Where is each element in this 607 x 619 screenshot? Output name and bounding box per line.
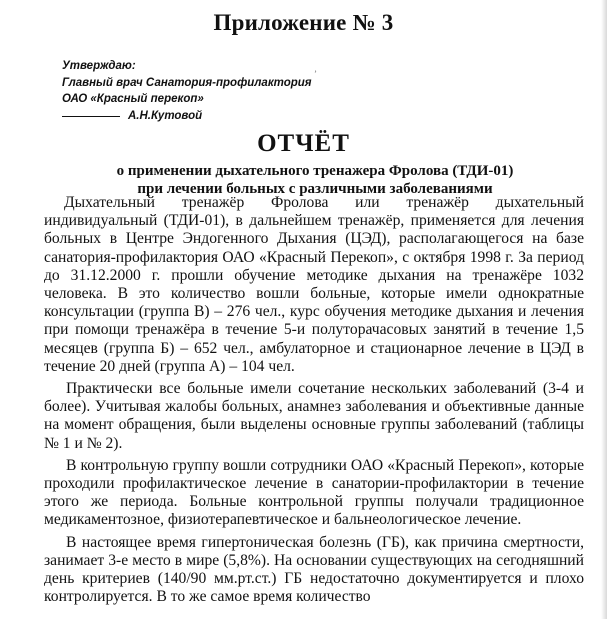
signer-name: А.Н.Кутовой xyxy=(128,109,203,122)
subtitle-line-2: при лечении больных с различными заболеваниями xyxy=(137,181,493,197)
body-paragraph-2: Практически все больные имели сочетание нескольких заболеваний (3-4 и более). Учитывая жалобы больных, анамнез заболевания и объективные данные на момент обращения, были выделены основные группы заболеваний (таблицы № 1 и № 2). xyxy=(44,380,584,452)
approver-organization: ОАО «Красный перекоп» xyxy=(62,93,204,105)
report-subtitle xyxy=(80,162,550,198)
appendix-heading: Приложение № 3 xyxy=(213,10,394,35)
signature-blank xyxy=(62,116,120,117)
signature-line xyxy=(62,108,312,125)
approval-block xyxy=(62,58,312,124)
body-paragraph-1: Дыхательный тренажёр Фролова или тренажёр дыхательный индивидуальный (ТДИ-01), в дальнейшем тренажёр, применяется для лечения больных в Центре Эндогенного Дыхания (ЦЭД), располагающегося на базе санатория-профилактория ОАО «Красный Перекоп», с октября 1998 г. За период до 31.12.2000 г. прошли обучение методике дыхания на тренажёре 1032 человека. В это количество вошли больные, которые имели однократные консультации (группа В) – 276 чел., курс обучения методике дыхания и лечения при помощи тренажёра в течение 5-и полуторачасовых занятий в течение 1,5 месяцев (группа Б) – 652 чел., амбулаторное и стационарное лечение в ЦЭД в течение 20 дней (группа А) – 104 чел. xyxy=(44,194,584,375)
report-body xyxy=(44,194,584,606)
subtitle-line-1: о применении дыхательного тренажера Фролова (ТДИ-01) xyxy=(116,163,514,179)
body-paragraph-4: В настоящее время гипертоническая болезнь (ГБ), как причина смертности, занимает 3-е место в мире (5,8%). На основании существующих на сегодняшний день критериев (140/90 мм.рт.ст.) ГБ недостаточно документируется и плохо контролируется. В то же самое время количество xyxy=(44,533,584,606)
page-edge-shadow xyxy=(601,0,607,619)
approver-position: Главный врач Санатория-профилактория xyxy=(62,76,312,89)
scan-speck: ʼ xyxy=(314,69,317,79)
body-paragraph-3: В контрольную группу вошли сотрудники ОАО «Красный Перекоп», которые проходили профилактическое лечение в санатории-профилактории в течение этого же периода. Больные контрольной группы получали традиционное медикаментозное, физиотерапевтическое и бальнеологическое лечение. xyxy=(44,456,584,529)
report-title: ОТЧЁТ xyxy=(257,130,350,157)
approval-word: Утверждаю: xyxy=(62,60,136,72)
